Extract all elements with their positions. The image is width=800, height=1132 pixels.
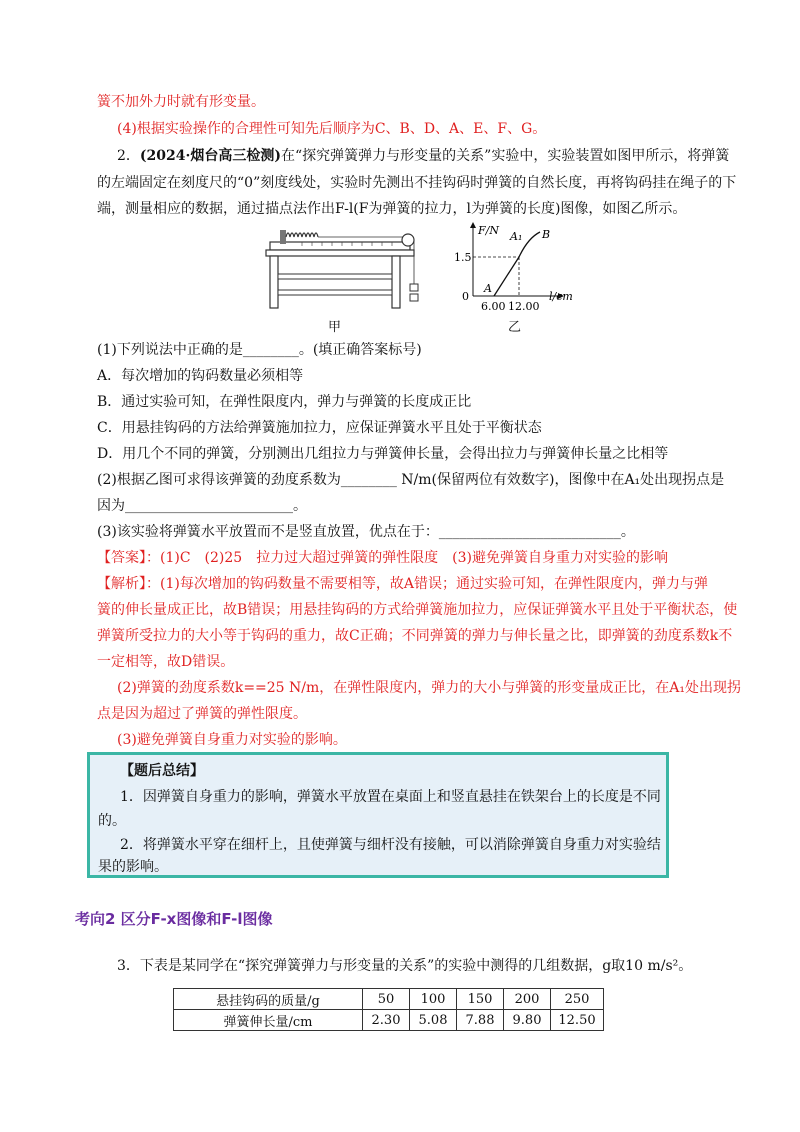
table-cell: 12.50	[551, 1010, 604, 1031]
table-cell: 5.08	[410, 1010, 457, 1031]
q2-part2-line1: (2)根据乙图可求得该弹簧的劲度系数为________ N/m(保留两位有效数字)，图像中在A₁处出现拐点是	[97, 472, 725, 488]
table-row	[174, 1010, 604, 1031]
figure-jia-apparatus	[262, 224, 428, 316]
figure-jia-caption: 甲	[328, 320, 342, 335]
table-cell: 200	[504, 989, 551, 1010]
q2-analysis-line5: (2)弹簧的劲度系数k==25 N/m，在弹性限度内，弹力的大小与弹簧的形变量成正比，在A₁处出现拐	[117, 680, 742, 696]
summary-box	[87, 752, 669, 878]
graph-x-axis-label: l/cm	[549, 290, 573, 303]
q2-analysis-line3: 弹簧所受拉力的大小等于钩码的重力，故C正确；不同弹簧的弹力与伸长量之比，即弹簧的劲度系数k不	[97, 628, 733, 644]
table-cell: 2.30	[363, 1010, 410, 1031]
q2-analysis-line1: 【解析】：(1)每次增加的钩码数量不需要相等，故A错误；通过实验可知，在弹性限度内，弹力与弹	[97, 576, 708, 592]
q2-analysis-line7: (3)避免弹簧自身重力对实验的影响。	[117, 732, 347, 748]
q2-stem-text: 在“探究弹簧弹力与形变量的关系”实验中，实验装置如图甲所示，将弹簧	[281, 148, 730, 164]
table-cell: 150	[457, 989, 504, 1010]
summary-item1-line1: 1．因弹簧自身重力的影响，弹簧水平放置在桌面上和竖直悬挂在铁架台上的长度是不同	[120, 789, 661, 805]
graph-point-b: B	[542, 228, 551, 241]
q2-stem-line1	[117, 146, 729, 166]
q2-option-d: D．用几个不同的弹簧，分别测出几组拉力与弹簧伸长量，会得出拉力与弹簧伸长量之比相等	[97, 446, 669, 462]
q3-stem: 3．下表是某同学在“探究弹簧弹力与形变量的关系”的实验中测得的几组数据，g取10 m/s²。	[117, 958, 693, 974]
table-header-mass: 悬挂钩码的质量/g	[174, 989, 363, 1010]
figure-yi-graph	[448, 220, 588, 320]
graph-point-a1: A₁	[510, 230, 523, 243]
q2-part3: (3)该实验将弹簧水平放置而不是竖直放置，优点在于：__________________________。	[97, 524, 635, 540]
q2-option-a: A．每次增加的钩码数量必须相等	[97, 368, 304, 384]
q2-stem-line3: 端，测量相应的数据，通过描点法作出F-l(F为弹簧的拉力，l为弹簧的长度)图像，如图乙所示。	[97, 201, 687, 217]
table-row	[174, 989, 604, 1010]
graph-y-tick: 1.5	[454, 251, 472, 264]
graph-y-axis-label: F/N	[478, 224, 499, 237]
table-cell: 50	[363, 989, 410, 1010]
q2-source: (2024·烟台高三检测)	[139, 148, 282, 164]
q2-stem-line2: 的左端固定在刻度尺的“0”刻度线处，实验时先测出不挂钩码时弹簧的自然长度，再将钩码挂在绳子的下	[97, 175, 737, 191]
continued-text: 簧不加外力时就有形变量。	[97, 94, 265, 110]
q2-analysis-line4: 一定相等，故D错误。	[97, 654, 235, 670]
q2-option-b: B．通过实验可知，在弹性限度内，弹力与弹簧的长度成正比	[97, 394, 472, 410]
summary-item1-line2: 的。	[98, 813, 126, 829]
q3-data-table	[173, 988, 604, 1031]
section-heading: 考向2 区分F-x图像和F-l图像	[75, 910, 273, 928]
previous-answer-4: (4)根据实验操作的合理性可知先后顺序为C、B、D、A、E、F、G。	[117, 121, 547, 137]
q2-part1: (1)下列说法中正确的是________。(填正确答案标号)	[97, 342, 422, 358]
table-cell: 7.88	[457, 1010, 504, 1031]
q2-part2-line2: 因为________________________。	[97, 498, 307, 514]
q2-number: 2．	[117, 148, 140, 164]
figure-yi-caption: 乙	[508, 320, 522, 335]
graph-origin: 0	[462, 290, 469, 303]
table-cell: 100	[410, 989, 457, 1010]
summary-title: 【题后总结】	[120, 763, 204, 779]
q2-analysis-line6: 点是因为超过了弹簧的弹性限度。	[97, 706, 307, 722]
q2-option-c: C．用悬挂钩码的方法给弹簧施加拉力，应保证弹簧水平且处于平衡状态	[97, 420, 542, 436]
graph-x-tick-2: 12.00	[508, 300, 540, 313]
summary-item2-line2: 果的影响。	[98, 859, 168, 875]
table-cell: 9.80	[504, 1010, 551, 1031]
graph-x-tick-1: 6.00	[481, 300, 506, 313]
table-header-elongation: 弹簧伸长量/cm	[174, 1010, 363, 1031]
graph-point-a: A	[484, 282, 492, 295]
q2-analysis-line2: 簧的伸长量成正比，故B错误；用悬挂钩码的方式给弹簧施加拉力，应保证弹簧水平且处于平衡状态，使	[97, 602, 738, 618]
table-cell: 250	[551, 989, 604, 1010]
q2-answer: 【答案】：(1)C (2)25 拉力过大超过弹簧的弹性限度 (3)避免弹簧自身重力对实验的影响	[97, 550, 669, 566]
summary-item2-line1: 2．将弹簧水平穿在细杆上，且使弹簧与细杆没有接触，可以消除弹簧自身重力对实验结	[120, 837, 661, 853]
